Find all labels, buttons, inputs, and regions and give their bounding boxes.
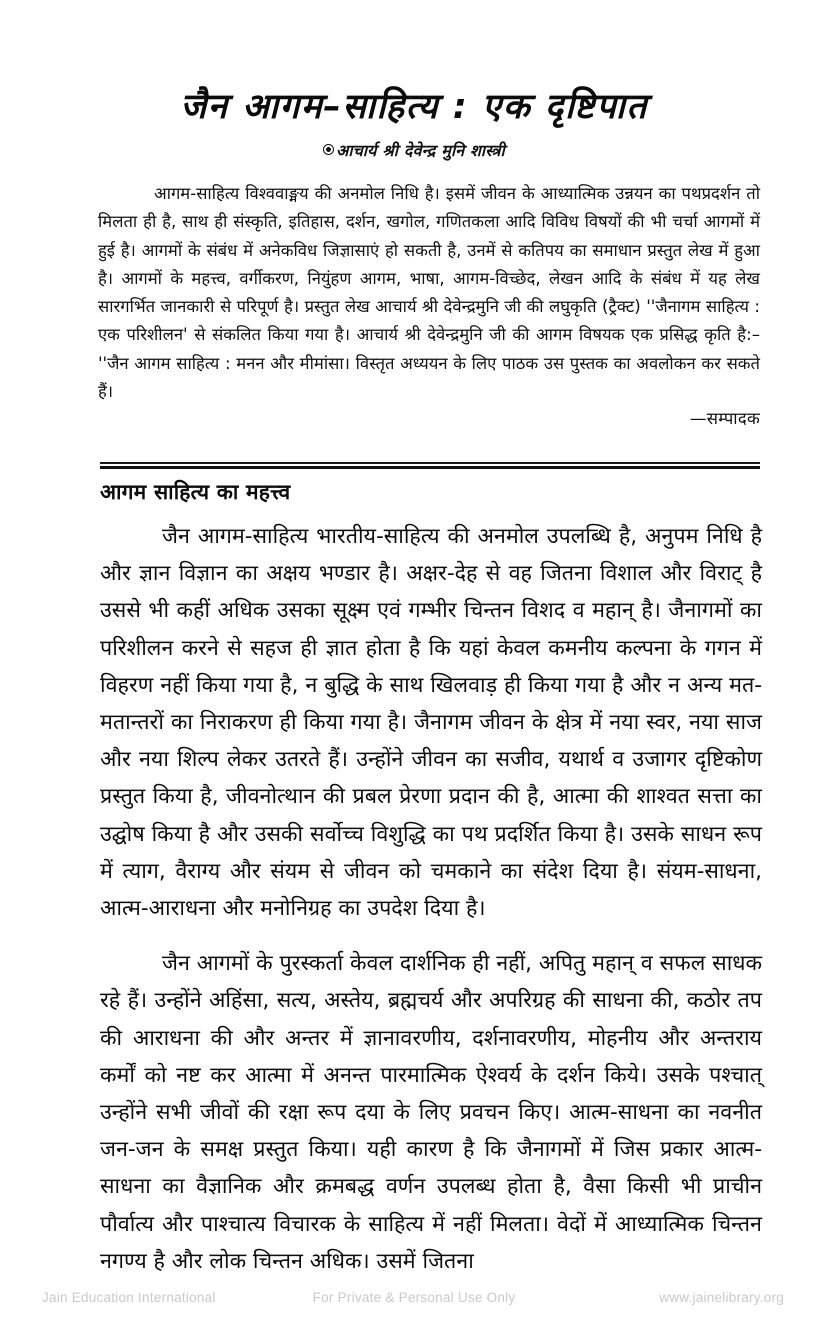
body-paragraph: जैन आगमों के पुरस्कर्ता केवल दार्शनिक ही नहीं, अपितु महान् व सफल साधक रहे हैं। उन्होंने अहिंसा, सत्य, अस्तेय, ब्रह्मचर्य और अपरिग्रह की साधना की, कठोर तप की आराधना की और अन्तर में ज्ञानावरणीय, दर्शनावरणीय, मोहनीय और अन्तराय कर्मों को नष्ट कर आत्मा में अनन्त पारमात्मिक ऐश्वर्य के दर्शन किये। उसके पश्चात् उन्होंने सभी जीवों की रक्षा रूप दया के लिए प्रवचन किए। आत्म-साधना का नवनीत जन-जन के समक्ष प्रस्तुत किया। यही कारण है कि जैनागमों में जिस प्रकार आत्म-साधना का वैज्ञानिक और क्रमबद्ध वर्णन उपलब्ध होता है, वैसा किसी भी प्राचीन पौर्वात्य और पाश्चात्य विचारक के साहित्य में नहीं मिलता। वेदों में आध्यात्मिक चिन्तन नगण्य है और लोक चिन्तन अधिक। उसमें जितना: [100, 951, 762, 1274]
divider-rule-thick: [100, 466, 760, 469]
footer-usage-notice: For Private & Personal Use Only: [312, 1290, 516, 1305]
filled-circle-bullet-icon: [323, 144, 334, 155]
title-block: [0, 86, 828, 161]
page-title: जैन आगम–साहित्य : एक दृष्टिपात: [180, 87, 648, 127]
page-footer: [0, 1290, 828, 1310]
author-name: आचार्य श्री देवेन्द्र मुनि शास्त्री: [336, 140, 505, 160]
body-text: [100, 518, 762, 1280]
editorial-intro: [98, 180, 760, 434]
footer-organization: Jain Education International: [42, 1290, 216, 1305]
author-line: [0, 139, 828, 161]
intro-paragraph: आगम-साहित्य विश्ववाङ्मय की अनमोल निधि है। इसमें जीवन के आध्यात्मिक उन्नयन का पथप्रदर्शन तो मिलता ही है, साथ ही संस्कृति, इतिहास, दर्शन, खगोल, गणितकला आदि विविध विषयों की भी चर्चा आगमों में हुई है। आगमों के संबंध में अनेकविध जिज्ञासाएं हो सकती है, उनमें से कतिपय का समाधान प्रस्तुत लेख में हुआ है। आगमों के महत्त्व, वर्गीकरण, नियुंहण आगम, भाषा, आगम-विच्छेद, लेखन आदि के संबंध में यह लेख सारगर्भित जानकारी से परिपूर्ण है। प्रस्तुत लेख आचार्य श्री देवेन्द्रमुनि जी की लघुकृति (ट्रैक्ट) ''जैनागम साहित्य : एक परिशीलन' से संकलित किया गया है। आचार्य श्री देवेन्द्रमुनि जी की आगम विषयक एक प्रसिद्ध कृति है:– ''जैन आगम साहित्य : मनन और मीमांसा। विस्तृत अध्ययन के लिए पाठक उस पुस्तक का अवलोकन कर सकते हैं।: [98, 184, 760, 402]
section-heading: आगम साहित्य का महत्त्व: [100, 480, 291, 504]
footer-website[interactable]: www.jainelibrary.org: [659, 1290, 784, 1305]
section-divider: [100, 462, 760, 469]
body-paragraph: जैन आगम-साहित्य भारतीय-साहित्य की अनमोल उपलब्धि है, अनुपम निधि है और ज्ञान विज्ञान का अक्षय भण्डार है। अक्षर-देह से वह जितना विशाल और विराट् है उससे भी कहीं अधिक उसका सूक्ष्म एवं गम्भीर चिन्तन विशद व महान् है। जैनागमों का परिशीलन करने से सहज ही ज्ञात होता है कि यहां केवल कमनीय कल्पना के गगन में विहरण नहीं किया गया है, न बुद्धि के साथ खिलवाड़ ही किया गया है और न अन्य मत- मतान्तरों का निराकरण ही किया गया है। जैनागम जीवन के क्षेत्र में नया स्वर, नया साज और नया शिल्प लेकर उतरते हैं। उन्होंने जीवन का सजीव, यथार्थ व उजागर दृष्टिकोण प्रस्तुत किया है, जीवनोत्थान की प्रबल प्रेरणा प्रदान की है, आत्मा की शाश्वत सत्ता का उद्घोष किया है और उसकी सर्वोच्च विशुद्धि का पथ प्रदर्शित किया है। उसके साधन रूप में त्याग, वैराग्य और संयम से जीवन को चमकाने का संदेश दिया है। संयम-साधना, आत्म-आराधना और मनोनिग्रह का उपदेश दिया है।: [100, 524, 762, 922]
editor-signature: —सम्पादक: [689, 409, 760, 429]
divider-rule-thin: [100, 462, 760, 464]
